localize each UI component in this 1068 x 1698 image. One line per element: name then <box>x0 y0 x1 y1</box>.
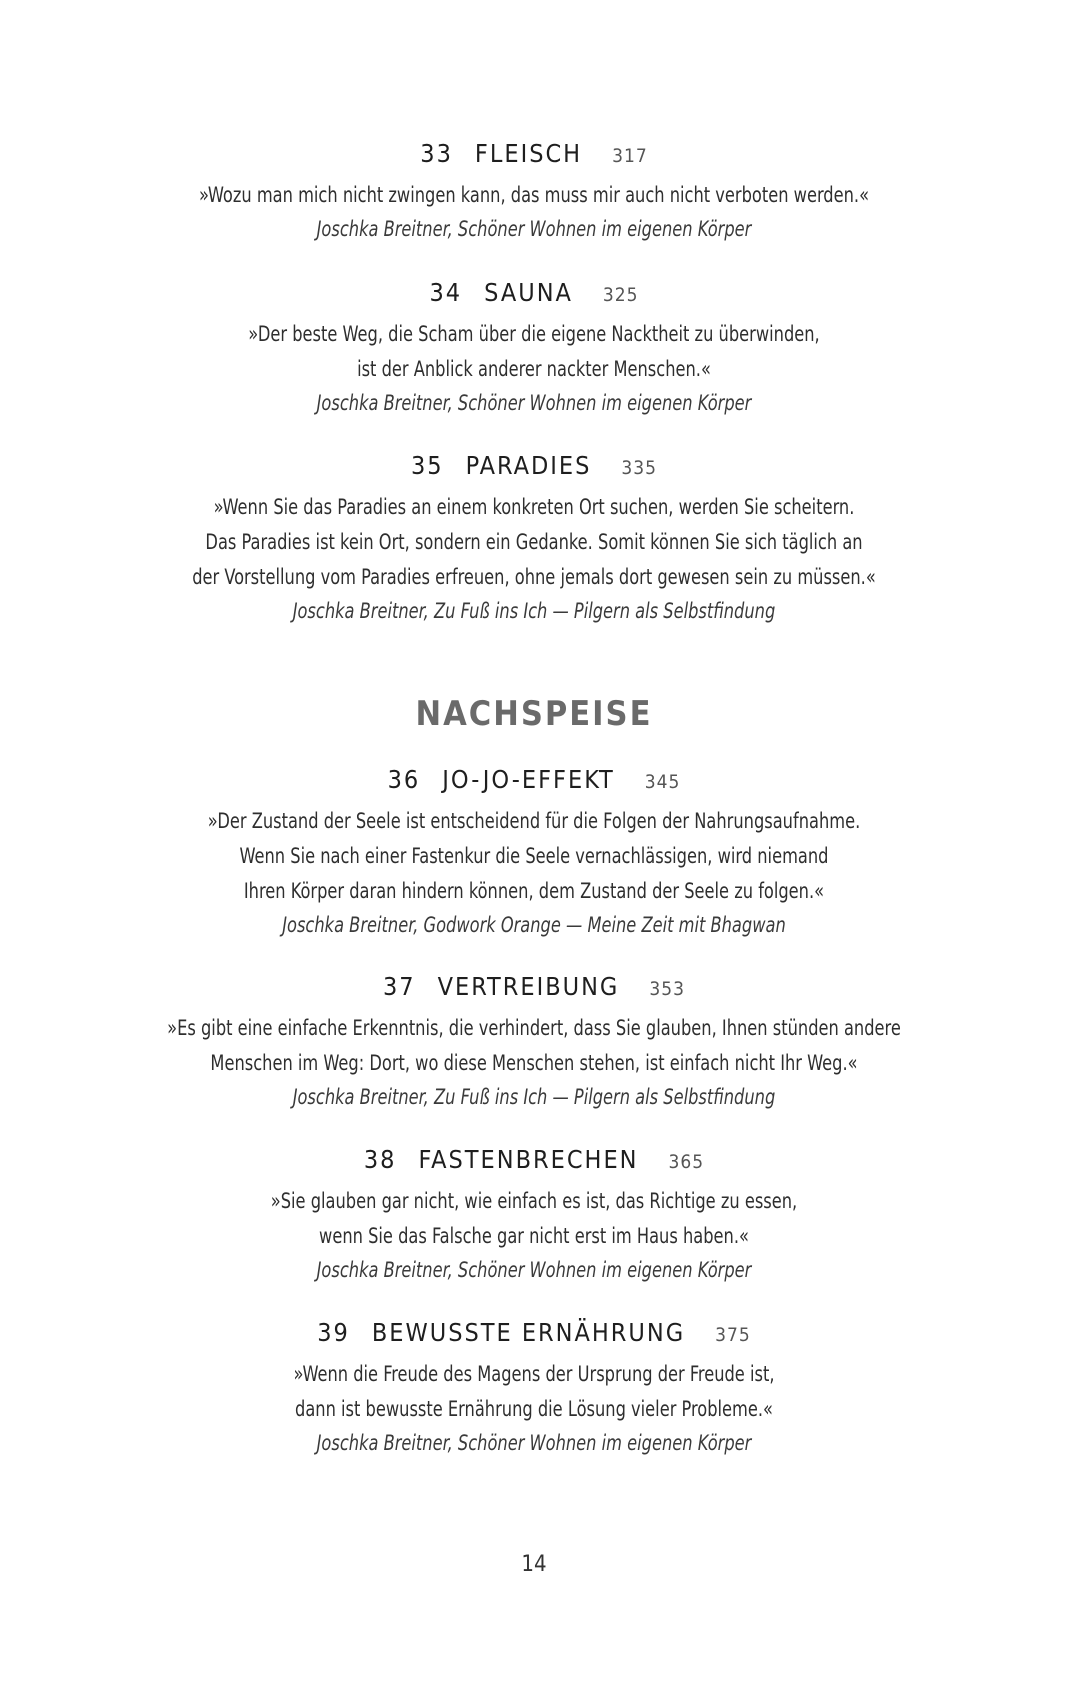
chapter-quote <box>75 178 993 213</box>
quote-line: Das Paradies ist kein Ort, sondern ein Gedanke. Somit können Sie sich täglich an <box>205 530 863 554</box>
chapter-title: PARADIES <box>465 451 592 480</box>
chapter-title: FASTENBRECHEN <box>418 1145 639 1174</box>
chapter-quote <box>75 490 993 595</box>
toc-entry-37 <box>0 973 1068 1109</box>
chapter-number: 37 <box>383 972 416 1001</box>
chapter-number: 36 <box>387 765 421 794</box>
chapter-heading <box>0 452 1068 482</box>
chapter-number: 38 <box>363 1145 397 1174</box>
chapter-heading <box>0 140 1068 170</box>
chapter-number: 34 <box>429 278 463 307</box>
chapter-number: 39 <box>317 1318 350 1347</box>
quote-line: »Wenn die Freude des Magens der Ursprung der Freude ist, <box>293 1362 775 1386</box>
quote-source: Joschka Breitner, Zu Fuß ins Ich — Pilgern als Selbstfindung <box>292 599 776 623</box>
quote-source: Joschka Breitner, Godwork Orange — Meine Zeit mit Bhagwan <box>282 913 786 937</box>
section-heading: NACHSPEISE <box>415 694 653 734</box>
quote-line: »Wenn Sie das Paradies an einem konkreten Ort suchen, werden Sie scheitern. <box>213 495 855 519</box>
quote-line: wenn Sie das Falsche gar nicht erst im Haus haben.« <box>319 1224 749 1248</box>
quote-line: der Vorstellung vom Paradies erfreuen, ohne jemals dort gewesen sein zu müssen.« <box>192 565 876 589</box>
chapter-quote <box>75 1011 993 1081</box>
quote-line: Ihren Körper daran hindern können, dem Zustand der Seele zu folgen.« <box>243 879 825 903</box>
chapter-quote <box>75 1184 993 1254</box>
quote-source: Joschka Breitner, Schöner Wohnen im eigenen Körper <box>316 1258 752 1282</box>
toc-entry-39 <box>0 1319 1068 1455</box>
chapter-page: 353 <box>649 978 685 1000</box>
toc-entry-38 <box>0 1146 1068 1282</box>
chapter-number: 35 <box>410 451 444 480</box>
quote-line: Menschen im Weg: Dort, wo diese Menschen stehen, ist einfach nicht Ihr Weg.« <box>210 1051 858 1075</box>
chapter-title: FLEISCH <box>474 139 583 168</box>
chapter-title: VERTREIBUNG <box>437 972 620 1001</box>
toc-entry-35 <box>0 452 1068 623</box>
chapter-page: 325 <box>602 284 639 306</box>
chapter-quote <box>75 1357 993 1427</box>
quote-line: »Der Zustand der Seele ist entscheidend für die Folgen der Nahrungsaufnahme. <box>207 809 861 833</box>
chapter-heading <box>0 766 1068 796</box>
quote-line: »Wozu man mich nicht zwingen kann, das muss mir auch nicht verboten werden.« <box>198 183 870 207</box>
page-number: 14 <box>521 1552 547 1577</box>
quote-source: Joschka Breitner, Schöner Wohnen im eigenen Körper <box>316 217 752 241</box>
quote-line: dann ist bewusste Ernährung die Lösung vieler Probleme.« <box>295 1397 773 1421</box>
chapter-heading <box>0 973 1068 1003</box>
chapter-heading <box>0 279 1068 309</box>
chapter-heading <box>0 1319 1068 1349</box>
chapter-quote <box>75 804 993 909</box>
chapter-page: 345 <box>644 771 681 793</box>
quote-source: Joschka Breitner, Schöner Wohnen im eigenen Körper <box>316 391 752 415</box>
quote-line: »Der beste Weg, die Scham über die eigene Nacktheit zu überwinden, <box>248 322 820 346</box>
toc-entry-36 <box>0 766 1068 937</box>
chapter-page: 365 <box>668 1151 705 1173</box>
quote-source: Joschka Breitner, Schöner Wohnen im eigenen Körper <box>316 1431 752 1455</box>
quote-source: Joschka Breitner, Zu Fuß ins Ich — Pilgern als Selbstfindung <box>292 1085 776 1109</box>
toc-entry-33 <box>0 140 1068 241</box>
chapter-number: 33 <box>420 139 453 168</box>
quote-line: ist der Anblick anderer nackter Menschen.« <box>357 357 711 381</box>
toc-entry-34 <box>0 279 1068 415</box>
chapter-page: 317 <box>612 145 648 167</box>
chapter-page: 375 <box>715 1324 751 1346</box>
chapter-title: SAUNA <box>484 278 573 307</box>
chapter-quote <box>75 317 993 387</box>
chapter-heading <box>0 1146 1068 1176</box>
quote-line: Wenn Sie nach einer Fastenkur die Seele vernachlässigen, wird niemand <box>239 844 829 868</box>
quote-line: »Sie glauben gar nicht, wie einfach es ist, das Richtige zu essen, <box>270 1189 798 1213</box>
chapter-title: BEWUSSTE ERNÄHRUNG <box>371 1318 686 1347</box>
quote-line: »Es gibt eine einfache Erkenntnis, die verhindert, dass Sie glauben, Ihnen stünden andere <box>167 1016 901 1040</box>
chapter-title: JO-JO-EFFEKT <box>442 765 615 794</box>
chapter-page: 335 <box>621 457 658 479</box>
